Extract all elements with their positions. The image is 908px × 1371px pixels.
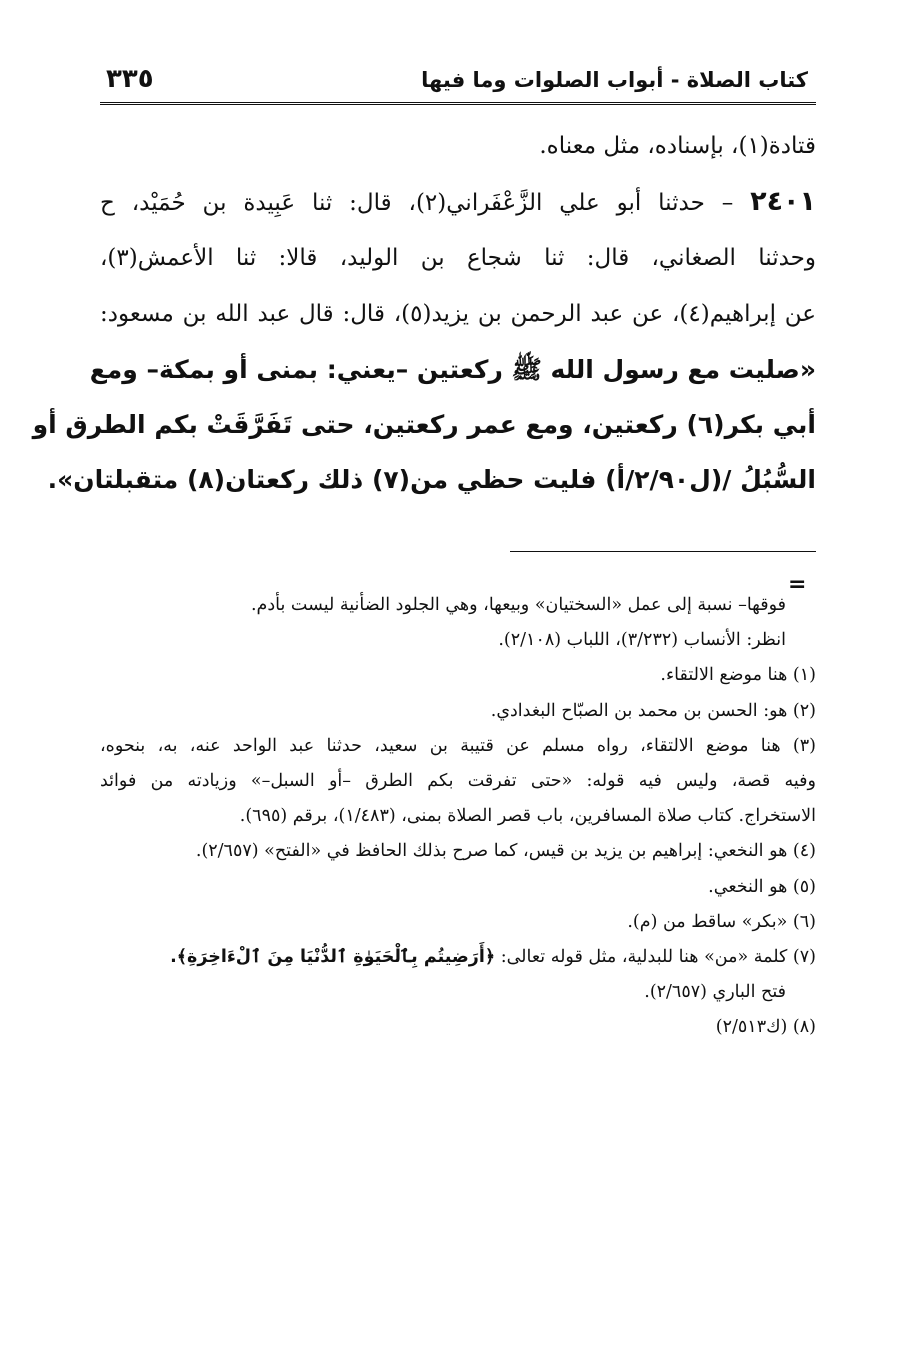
footnote-2: (٢) هو: الحسن بن محمد بن الصبّاح البغدادي.: [490, 700, 816, 721]
footnote-1: (١) هنا موضع الالتقاء.: [660, 665, 816, 686]
hadith-matn-line: السُّبُلُ /(ل٢/٩٠/أ) فليت حظي من(٧) ذلك ركعتان(٨) متقبلتان».: [47, 465, 816, 494]
text-line: – حدثنا أبو علي الزَّعْفَراني(٢)، قال: ثنا عَبِيدة بن حُمَيْد، ح: [100, 190, 734, 216]
footnote-3-cont: وفيه قصة، وليس فيه قوله: «حتى تفرقت بكم الطرق –أو السبل–» وزيادته من فوائد: [100, 770, 816, 791]
page-header: [100, 60, 816, 105]
footnote-line: فوقها– نسبة إلى عمل «السختيان» وبيعها، وهي الجلود الضأنية ليست بأدم.: [250, 595, 786, 615]
continuation-mark: =: [788, 572, 807, 597]
footnote-7: [100, 940, 816, 975]
hadith-matn-line: أبي بكر(٦) ركعتين، ومع عمر ركعتين، حتى تَفَرَّقَتْ بكم الطرق أو: [32, 410, 816, 439]
footnote-text: (٧) كلمة «من» هنا للبدلية، مثل قوله تعالى:: [500, 946, 816, 967]
main-text: [32, 118, 817, 507]
footnote-5: (٥) هو النخعي.: [708, 876, 816, 897]
footnote-3-cont: الاستخراج. كتاب صلاة المسافرين، باب قصر الصلاة بمنى، (١/٤٨٣)، برقم (٦٩٥).: [239, 806, 816, 827]
hadith-matn-line: «صليت مع رسول الله ﷺ ركعتين –يعني: بمنى أو بمكة– ومع: [89, 355, 816, 384]
hadith-number: ٢٤٠١: [750, 186, 817, 217]
footnote-3: (٣) هنا موضع الالتقاء، رواه مسلم عن قتيبة بن سعيد، حدثنا عبد الواحد عنه، به، بنحوه،: [100, 735, 816, 756]
text-line: قتادة(١)، بإسناده، مثل معناه.: [539, 133, 816, 159]
footnote-4: (٤) هو النخعي: إبراهيم بن يزيد بن قيس، كما صرح بذلك الحافظ في «الفتح» (٢/٦٥٧).: [195, 841, 816, 862]
footnote-7-cont: فتح الباري (٢/٦٥٧).: [644, 982, 786, 1003]
footnote-6: (٦) «بكر» ساقط من (م).: [627, 911, 816, 932]
text-line: عن إبراهيم(٤)، عن عبد الرحمن بن يزيد(٥)، قال: قال عبد الله بن مسعود:: [100, 301, 816, 327]
quran-verse: ﴿أَرَضِيتُم بِٱلْحَيَوٰةِ ٱلدُّنْيَا مِنَ ٱلْءَاخِرَةِ﴾.: [170, 946, 496, 967]
footnote-separator: [510, 551, 816, 552]
text-line: وحدثنا الصغاني، قال: ثنا شجاع بن الوليد، قالا: ثنا الأعمش(٣)،: [100, 245, 816, 271]
running-title: كتاب الصلاة - أبواب الصلوات وما فيها: [421, 68, 808, 92]
page-number: ٣٣٥: [106, 64, 154, 94]
footnote-line: انظر: الأنساب (٣/٢٣٢)، اللباب (٢/١٠٨).: [498, 630, 786, 651]
hadith-line: [100, 174, 816, 230]
footnote-8: (٨) (ك٢/٥١٣): [715, 1017, 816, 1038]
footnotes: [100, 588, 816, 1045]
